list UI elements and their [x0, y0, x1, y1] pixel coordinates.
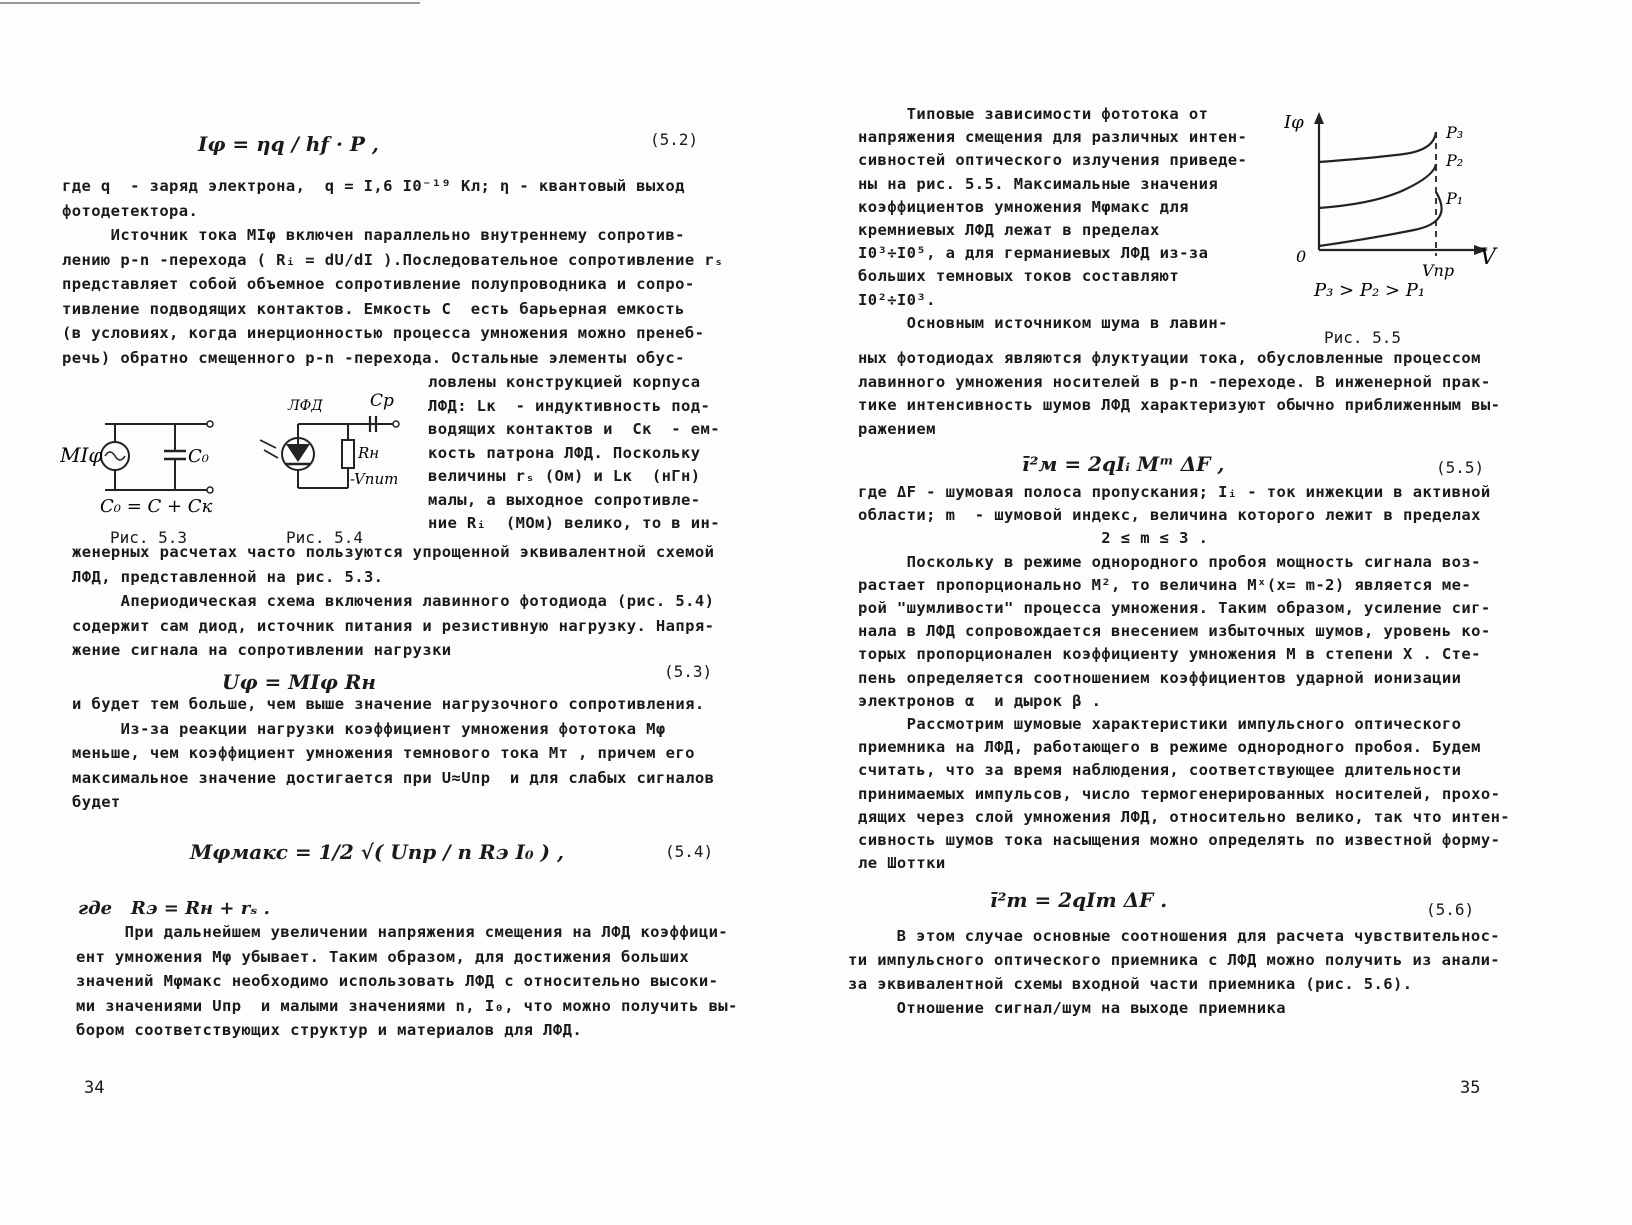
text-line: Отношение сигнал/шум на выходе приемника	[848, 999, 1286, 1017]
text-line: женерных расчетах часто пользуются упрощенной эквивалентной схемой	[72, 543, 715, 561]
text-line: речь) обратно смещенного p-n -перехода. Остальные элементы обус-	[62, 348, 685, 367]
text-line: ние Rᵢ (МОм) велико, то в ин-	[428, 514, 720, 532]
text-line: напряжения смещения для различных интен-	[858, 128, 1248, 147]
text-line: меньше, чем коэффициент умножения темнового тока Mт , причем его	[72, 744, 695, 762]
text-line: больших темновых токов составляют	[858, 267, 1180, 286]
text-line: тике интенсивность шумов ЛФД характеризуют обычно приближенным вы-	[858, 396, 1501, 414]
text-line: I0²÷I0³.	[858, 290, 936, 309]
y-axis-label: Iφ	[1284, 112, 1304, 133]
curve-p1	[1319, 192, 1442, 246]
page-number: 34	[84, 1078, 105, 1098]
text-line: Рассмотрим шумовые характеристики импульсного оптического	[858, 715, 1462, 733]
text-line: кремниевых ЛФД лежат в пределах	[858, 221, 1160, 239]
formula-5-6: ī²т = 2qIт ΔF .	[990, 888, 1168, 912]
page-number: 35	[1460, 1078, 1481, 1098]
text-line: В этом случае основные соотношения для расчета чувствительнос-	[848, 927, 1501, 945]
text-line: Поскольку в режиме однородного пробоя мощность сигнала воз-	[858, 552, 1481, 571]
text-line: сивность шумов тока насыщения можно определять по известной форму-	[858, 831, 1501, 849]
text-line: дящих через слой умножения ЛФД, относительно велико, так что интен-	[858, 807, 1511, 826]
text-line: будет	[72, 793, 121, 811]
text-line: коэффициентов умножения Mφмакс для	[858, 197, 1189, 216]
figure-caption: Рис. 5.4	[286, 528, 364, 547]
text-line: жение сигнала на сопротивлении нагрузки	[72, 641, 452, 659]
diode-label: ЛФД	[288, 398, 323, 414]
text-line: I0³÷I0⁵, а для германиевых ЛФД из-за	[858, 244, 1209, 263]
figure-5-4-circuit	[258, 388, 418, 508]
text-line: Основным источником шума в лавин-	[858, 313, 1228, 332]
text-line: рой "шумливости" процесса умножения. Таким образом, усиление сиг-	[858, 599, 1491, 617]
right-page	[800, 0, 1632, 1225]
text-line: пень определяется соотношением коэффициентов ударной ионизации	[858, 668, 1462, 687]
equation-number: (5.6)	[1426, 900, 1475, 919]
scan-edge-line	[0, 2, 420, 4]
text-line: ми значениями Uпр и малыми значениями n, I₀, что можно получить вы-	[76, 996, 738, 1015]
figure-caption: Рис. 5.3	[110, 528, 188, 547]
text-line: (в условиях, когда инерционностью процесса умножения можно пренеб-	[62, 324, 705, 342]
load-resistor-label: Rн	[358, 444, 380, 462]
formula-5-2: Iφ = ηq / hf · P ,	[198, 132, 379, 156]
text-line: представляет собой объемное сопротивление полупроводника и сопро-	[62, 275, 695, 293]
capacitance-equation: C₀ = C + Cк	[100, 496, 213, 517]
text-line: Апериодическая схема включения лавинного фотодиода (рис. 5.4)	[72, 592, 715, 610]
curve-p3	[1319, 132, 1436, 162]
text-line: считать, что за время наблюдения, соответствующее длительности	[858, 761, 1462, 780]
origin-label: 0	[1296, 247, 1307, 266]
curve-label: P₂	[1446, 151, 1464, 170]
text-line: нала в ЛФД сопровождается внесением избыточных шумов, уровень ко-	[858, 622, 1491, 641]
text-line: фотодетектора.	[62, 201, 199, 220]
text-line: ент умножения Mφ убывает. Таким образом, для достижения больших	[76, 947, 690, 966]
equation-number: (5.4)	[665, 842, 714, 861]
formula-5-5: ī²м = 2qIᵢ Mᵐ ΔF ,	[1022, 452, 1225, 476]
intensity-relation: P₃ > P₂ > P₁	[1314, 280, 1426, 300]
text-line: и будет тем больше, чем выше значение нагрузочного сопротивления.	[72, 695, 705, 713]
current-source-label: MIφ	[60, 443, 103, 467]
formula-5-4: Mφмакс = 1/2 √( Uпр / n Rэ I₀ ) ,	[190, 840, 564, 864]
text-line: При дальнейшем увеличении напряжения смещения на ЛФД коэффици-	[76, 923, 729, 941]
equation-number: (5.5)	[1436, 458, 1485, 477]
text-line: тивление подводящих контактов. Емкость C есть барьерная емкость	[62, 299, 685, 318]
text-line: бором соответствующих структур и материалов для ЛФД.	[76, 1021, 583, 1039]
formula-where: где Rэ = Rн + rₛ .	[78, 898, 270, 919]
text-line: принимаемых импульсов, число термогенерированных носителей, прохо-	[858, 784, 1501, 803]
text-line: лавинного умножения носителей в p-n -переходе. В инженерной прак-	[858, 372, 1491, 391]
text-line: ных фотодиодах являются флуктуации тока, обусловленные процессом	[858, 349, 1481, 367]
text-line: ЛФД, представленной на рис. 5.3.	[72, 567, 384, 586]
text-line: Источник тока MIφ включен параллельно внутреннему сопротив-	[62, 226, 685, 244]
text-line: ловлены конструкцией корпуса	[428, 373, 701, 391]
coupling-cap-label: Cp	[370, 391, 394, 411]
text-line: кость патрона ЛФД. Поскольку	[428, 443, 701, 462]
equation-number: (5.3)	[664, 662, 713, 681]
text-line: малы, а выходное сопротивле-	[428, 490, 701, 509]
figure-caption: Рис. 5.5	[1324, 328, 1402, 347]
curve-label: P₁	[1446, 189, 1464, 208]
text-line: приемника на ЛФД, работающего в режиме однородного пробоя. Будем	[858, 738, 1481, 757]
text-line: значений Mφмакс необходимо использовать ЛФД с относительно высоки-	[76, 972, 719, 990]
text-line: водящих контактов и Cк - ем-	[428, 420, 720, 438]
breakdown-voltage-label: Vпр	[1422, 261, 1455, 280]
text-line: величины rₛ (Ом) и Lк (нГн)	[428, 467, 701, 485]
curve-label: P₃	[1446, 123, 1464, 142]
text-line: где q - заряд электрона, q = I,6 I0⁻¹⁹ Кл; η - квантовый выход	[62, 177, 685, 195]
left-page	[0, 0, 800, 1225]
figure-5-3-circuit	[60, 408, 230, 518]
text-line: максимальное значение достигается при U≈Uпр и для слабых сигналов	[72, 768, 715, 787]
figure-5-5-graph	[1284, 110, 1504, 300]
text-line: ти импульсного оптического приемника с ЛФД можно получить из анали-	[848, 951, 1501, 969]
text-line: лению p-n -перехода ( Rᵢ = dU/dI ).Последовательное сопротивление rₛ	[62, 250, 724, 269]
equation-number: (5.2)	[650, 130, 699, 149]
capacitor-label: C₀	[188, 446, 209, 467]
text-line: ны на рис. 5.5. Максимальные значения	[858, 174, 1219, 193]
text-line: за эквивалентной схемы входной части приемника (рис. 5.6).	[848, 975, 1413, 993]
text-line: растает пропорционально M², то величина Mˣ(x= m-2) является ме-	[858, 575, 1472, 594]
text-line: области; m - шумовой индекс, величина которого лежит в пределах	[858, 506, 1481, 525]
text-line: Типовые зависимости фототока от	[858, 105, 1209, 123]
text-line: электронов α и дырок β .	[858, 691, 1102, 710]
text-line: где ΔF - шумовая полоса пропускания; Iᵢ - ток инжекции в активной	[858, 483, 1491, 501]
text-line: содержит сам диод, источник питания и резистивную нагрузку. Напря-	[72, 616, 715, 635]
text-line: сивностей оптического излучения приведе-	[858, 151, 1248, 170]
text-line: Из-за реакции нагрузки коэффициент умножения фототока Mφ	[72, 719, 666, 738]
text-line: ЛФД: Lк - индуктивность под-	[428, 396, 711, 415]
text-line: ле Шоттки	[858, 854, 946, 873]
text-line: 2 ≤ m ≤ 3 .	[858, 529, 1209, 548]
text-line: ражением	[858, 419, 936, 438]
curve-p2	[1319, 164, 1436, 208]
formula-5-3: Uφ = MIφ Rн	[222, 670, 376, 694]
supply-label: -Vпит	[350, 470, 399, 488]
text-line: торых пропорционален коэффициенту умножения M в степени X . Сте-	[858, 645, 1481, 664]
x-axis-label: V	[1480, 245, 1496, 270]
